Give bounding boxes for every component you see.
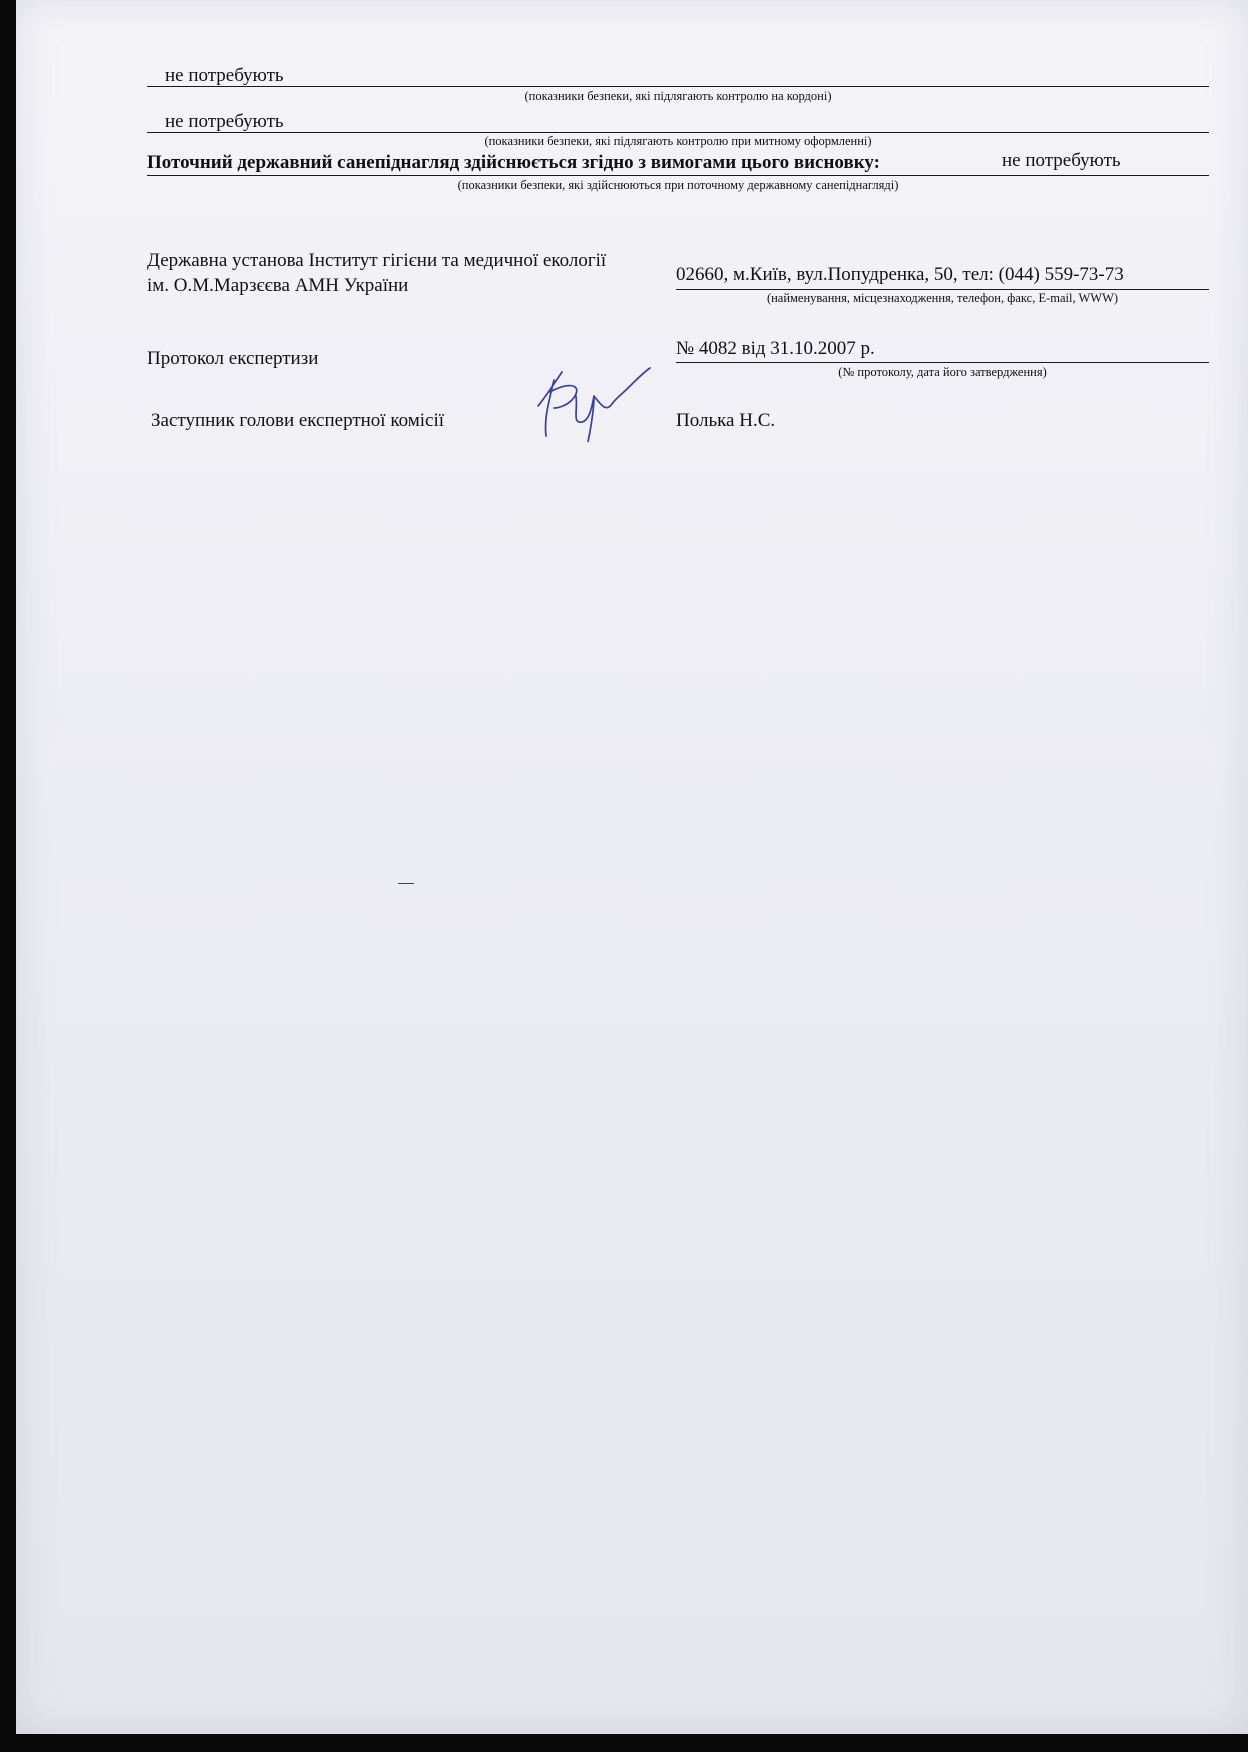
institution-name-line2: ім. О.М.Марзєєва АМН України <box>147 275 409 296</box>
stray-mark <box>398 883 414 884</box>
supervision-label: Поточний державний санепіднагляд здійснюється згідно з вимогами цього висновку: <box>147 152 880 173</box>
signature-image <box>532 366 652 442</box>
protocol-caption: (№ протоколу, дата його затвердження) <box>838 365 1047 379</box>
institution-address-caption: (найменування, місцезнаходження, телефон, факс, E-mail, WWW) <box>766 291 1119 305</box>
supervision-rule <box>147 175 1209 176</box>
protocol-label: Протокол експертизи <box>147 348 319 369</box>
border-control-rule <box>147 86 1209 87</box>
institution-name-line1: Державна установа Інститут гігієни та медичної екології <box>147 250 607 271</box>
border-control-value: не потребують <box>165 65 284 86</box>
supervision-value: не потребують <box>1002 150 1121 171</box>
customs-control-rule <box>147 132 1209 133</box>
supervision-caption: (показники безпеки, які здійснюються при поточному державному санепіднагляді) <box>457 178 899 192</box>
signatory-name: Полька Н.С. <box>676 410 776 431</box>
protocol-rule <box>676 362 1209 363</box>
customs-control-value: не потребують <box>165 111 284 132</box>
institution-address-rule <box>676 289 1209 290</box>
border-control-caption: (показники безпеки, які підлягають контролю на кордоні) <box>524 89 832 103</box>
signatory-title: Заступник голови експертної комісії <box>151 410 445 431</box>
protocol-number: № 4082 від 31.10.2007 р. <box>676 338 875 359</box>
institution-address: 02660, м.Київ, вул.Попудренка, 50, тел: (044) 559-73-73 <box>676 264 1124 285</box>
customs-control-caption: (показники безпеки, які підлягають контролю при митному оформленні) <box>484 134 872 148</box>
